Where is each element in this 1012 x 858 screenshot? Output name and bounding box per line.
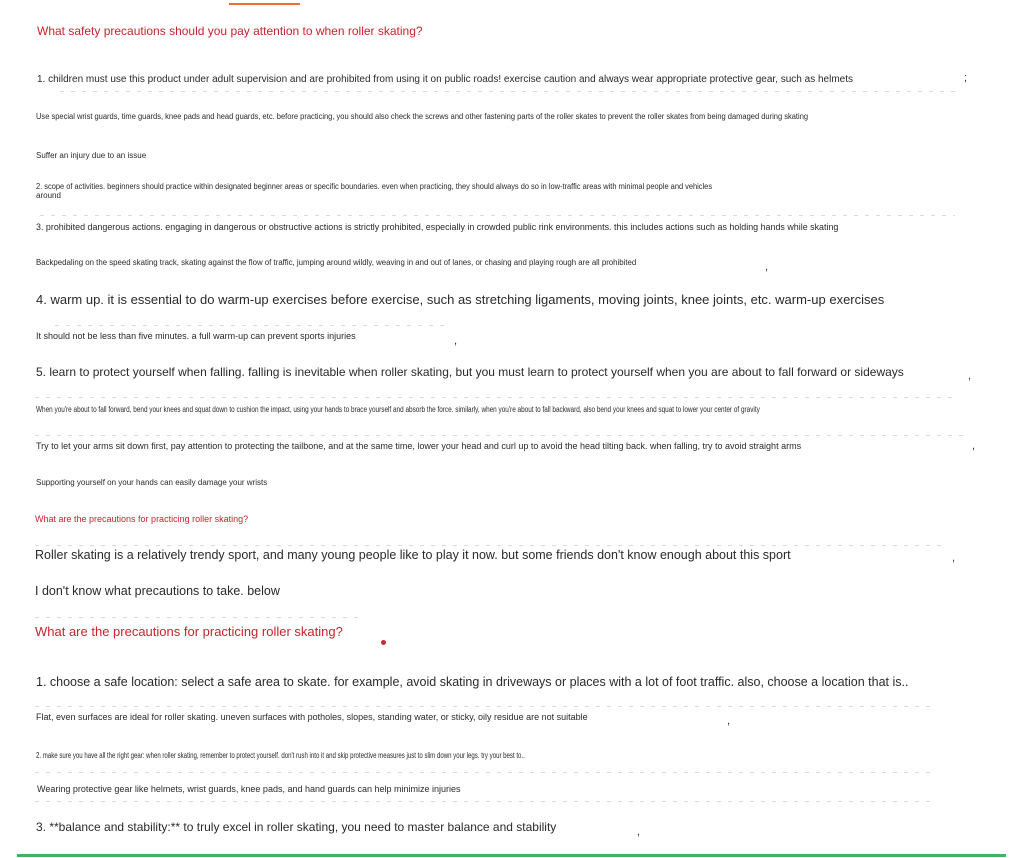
comma-mark: , [968, 370, 972, 382]
comma-mark: , [972, 440, 976, 452]
section2-title-large: What are the precautions for practicing roller skating? [35, 624, 343, 639]
comma-mark: , [765, 261, 769, 273]
semicolon-mark: ; [964, 72, 968, 84]
dash-artifact [35, 545, 945, 546]
comma-mark: , [637, 826, 641, 838]
dash-artifact [55, 325, 445, 326]
s1-line-1: 1. children must use this product under adult supervision and are prohibited from using it on public roads! exercise caution and always wear appropriate protective gear, such as helmets [37, 74, 854, 85]
s1-line-8: It should not be less than five minutes. a full warm-up can prevent sports injuries [36, 331, 356, 341]
dash-artifact [35, 706, 935, 707]
dash-artifact [35, 397, 955, 398]
s1-line-3: Suffer an injury due to an issue [36, 151, 147, 160]
comma-mark: , [952, 552, 956, 564]
s2-line-4: Wearing protective gear like helmets, wrist guards, knee pads, and hand guards can help minimize injuries [37, 784, 461, 794]
s2-line-1: 1. choose a safe location: select a safe area to skate. for example, avoid skating in driveways or places with a lot of foot traffic. also, choose a location that is.. [36, 675, 909, 689]
comma-mark: , [454, 335, 458, 347]
top-accent-line [229, 3, 300, 5]
s1-line-12: Supporting yourself on your hands can easily damage your wrists [36, 478, 268, 487]
s1-line-5: 3. prohibited dangerous actions. engaging in dangerous or obstructive actions is strictly prohibited, especially in crowded public rink environments. this includes actions such as holding hands while skating [36, 222, 839, 232]
section1-title: What safety precautions should you pay attention to when roller skating? [37, 24, 423, 38]
s2-line-3: 2. make sure you have all the right gear: when roller skating, remember to protect yourself. don't rush into it and skip protective measures just to slim down your legs. try your best to.. [36, 751, 525, 760]
s1-line-10: When you're about to fall forward, bend your knees and squat down to cushion the impact, using your hands to brace yourself and absorb the force. similarly, when you're about to fall backward, also bend your knees and squat to lower your center of gravity [36, 405, 760, 414]
comma-mark: , [727, 715, 731, 727]
s1-line-11: Try to let your arms sit down first, pay attention to protecting the tailbone, and at the same time, lower your head and curl up to avoid the head tilting back. when falling, try to avoid straight arms [36, 441, 802, 451]
s1-line-2: Use special wrist guards, time guards, knee pads and head guards, etc. before practicing, you should also check the screws and other fastening parts of the roller skates to prevent the roller skates from being damaged during skating [36, 112, 809, 121]
s1-line-6: Backpedaling on the speed skating track, skating against the flow of traffic, jumping around wildly, weaving in and out of lanes, or chasing and playing rough are all prohibited [36, 258, 637, 267]
s1-line-4: 2. scope of activities. beginners should practice within designated beginner areas or specific boundaries. even when practicing, they should always do so in low-traffic areas with minimal people and vehicles [36, 182, 713, 191]
dash-artifact [35, 772, 935, 773]
bottom-green-bar [17, 854, 1006, 857]
dash-artifact [40, 215, 955, 216]
dash-artifact [35, 801, 935, 802]
dash-artifact [35, 617, 365, 618]
dash-artifact [60, 91, 960, 92]
s2-line-5: 3. **balance and stability:** to truly excel in roller skating, you need to master balance and stability [36, 820, 557, 834]
s1-line-4-wrap: around [36, 191, 61, 200]
s2-line-2: Flat, even surfaces are ideal for roller skating. uneven surfaces with potholes, slopes, standing water, or sticky, oily residue are not suitable [36, 712, 588, 722]
section2-title-small: What are the precautions for practicing roller skating? [35, 514, 249, 524]
s1-line-9: 5. learn to protect yourself when falling. falling is inevitable when roller skating, but you must learn to protect yourself when you are about to fall forward or sideways [36, 365, 904, 379]
dash-artifact [35, 435, 970, 436]
section2-intro-2: I don't know what precautions to take. below [35, 584, 280, 598]
s1-line-7: 4. warm up. it is essential to do warm-up exercises before exercise, such as stretching ligaments, moving joints, knee joints, etc. warm-up exercises [36, 292, 885, 307]
red-dot-mark [381, 640, 386, 645]
section2-intro-1: Roller skating is a relatively trendy sport, and many young people like to play it now. but some friends don't know enough about this sport [35, 548, 791, 562]
